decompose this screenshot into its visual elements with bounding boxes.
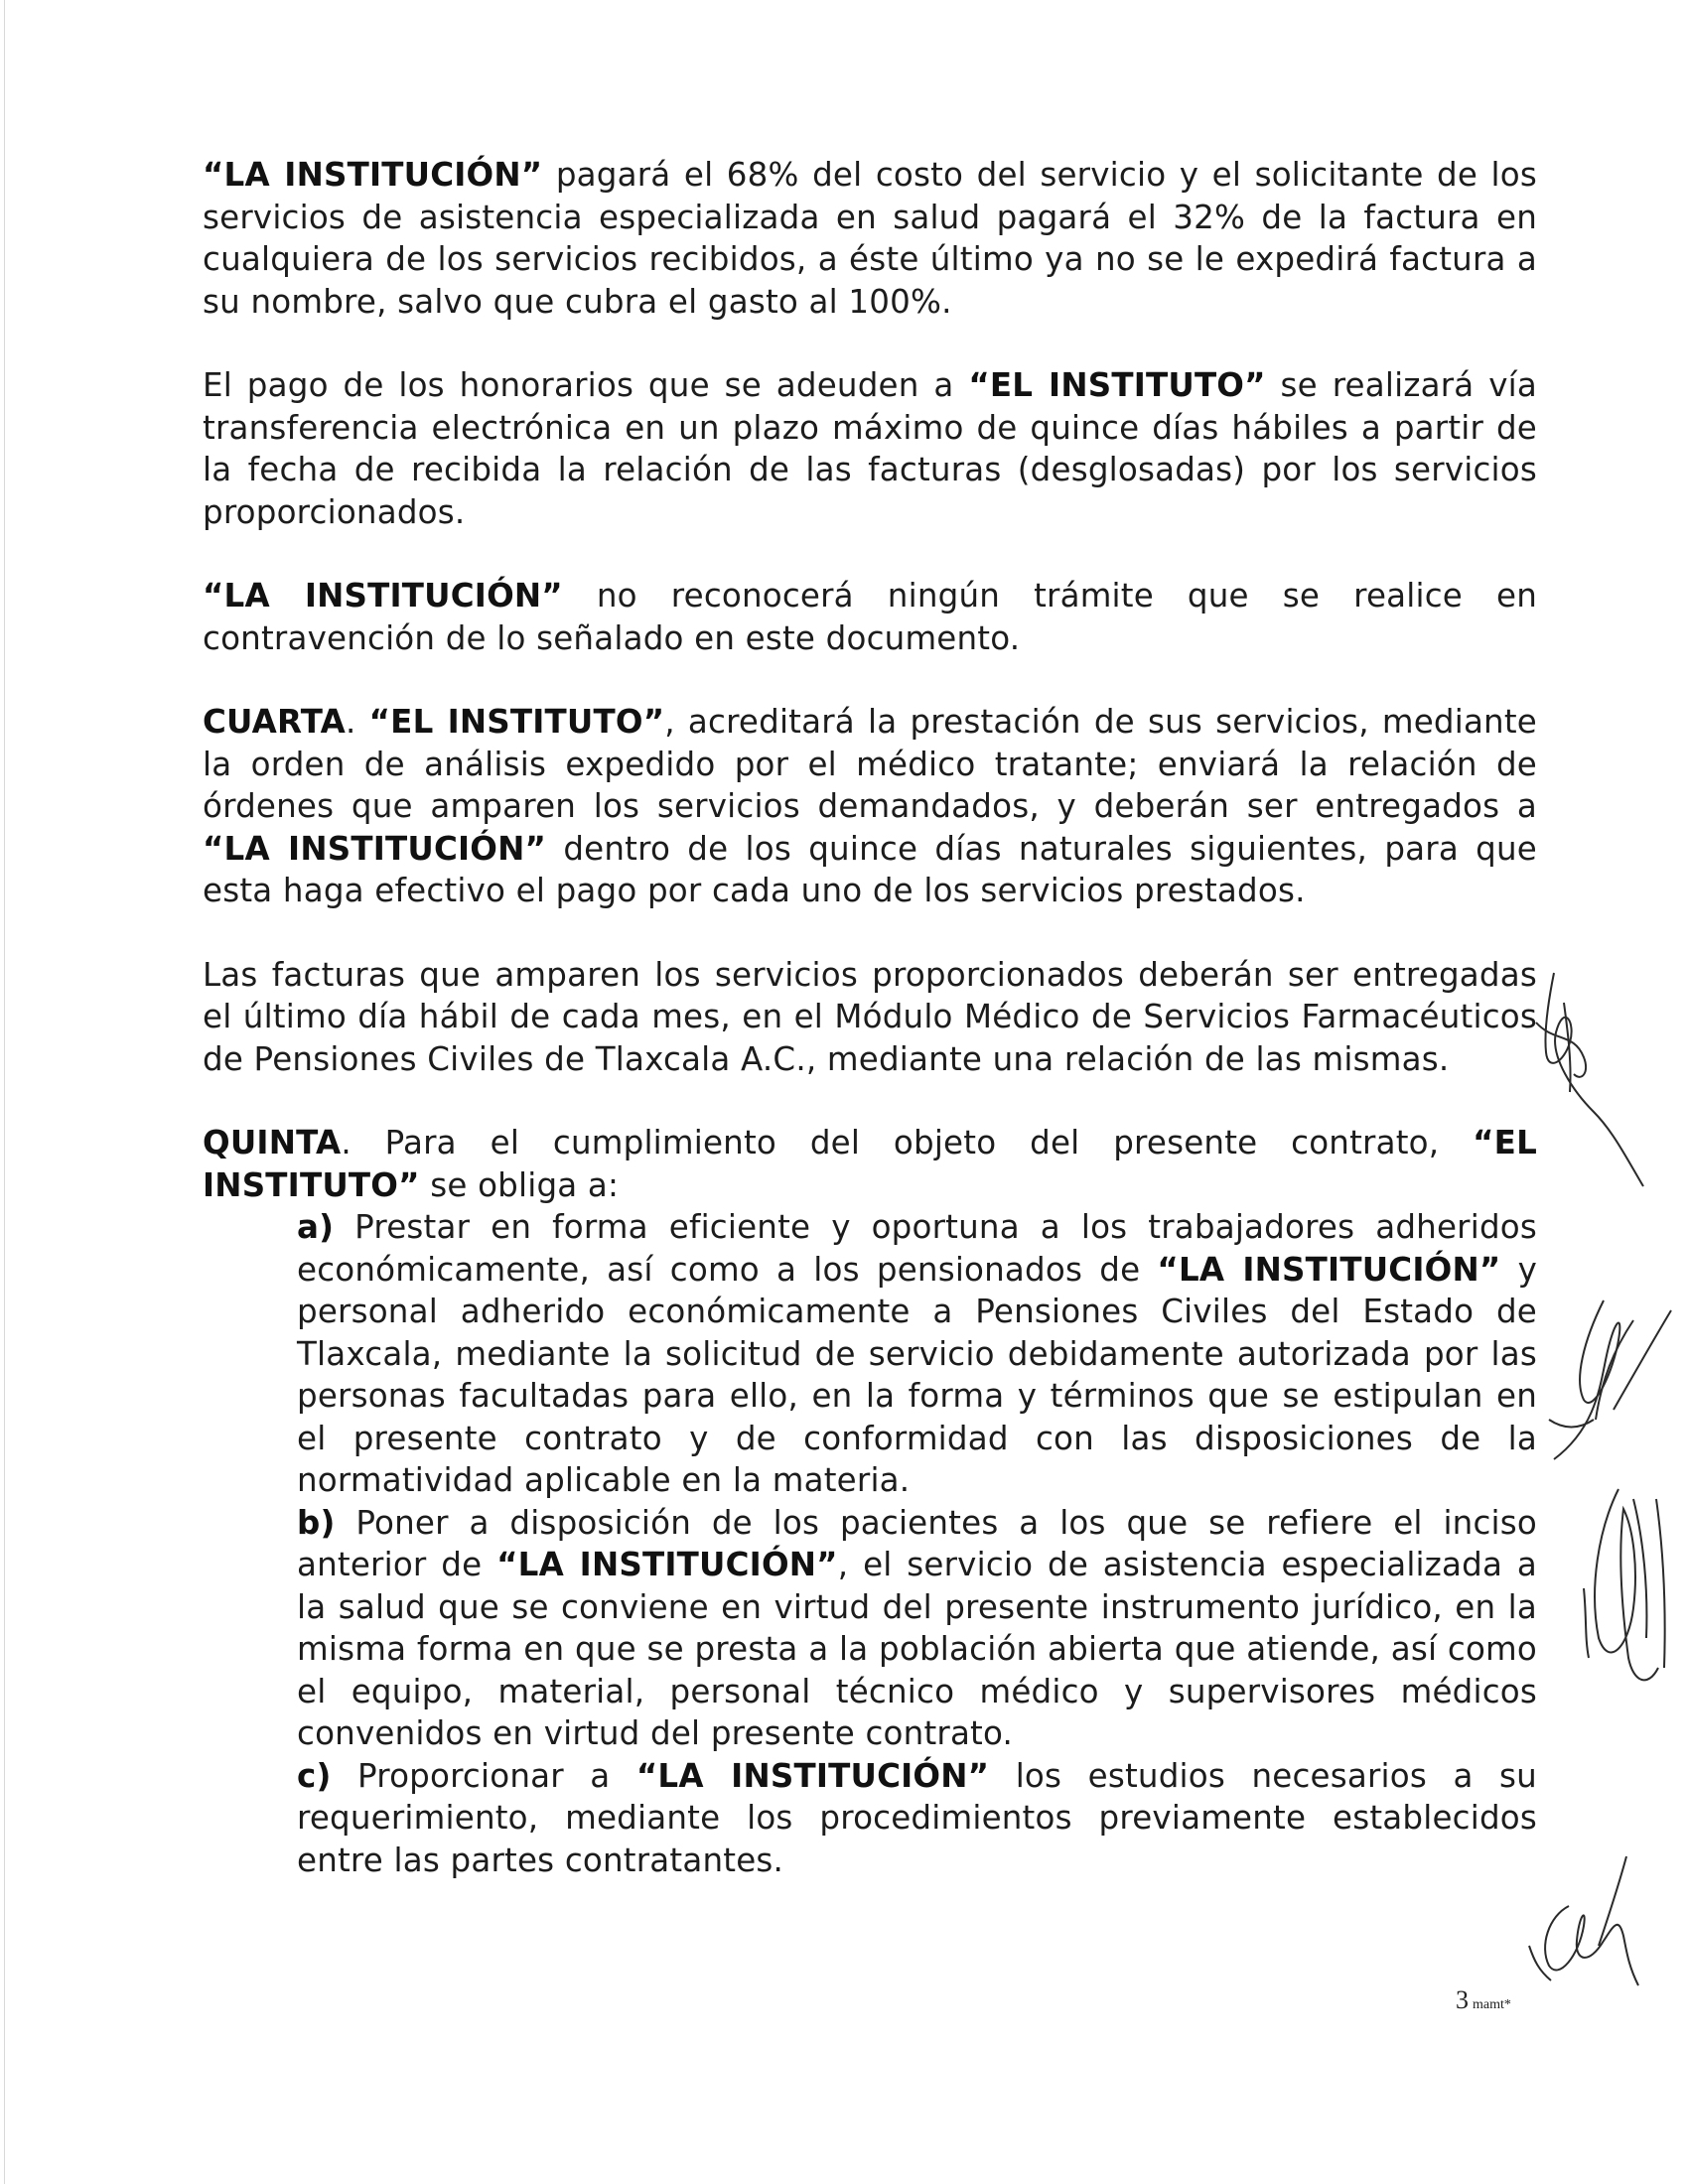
list-item-b	[297, 1502, 1537, 1755]
paragraph-text: pagará el 68% del costo del servicio y el solicitante de los servicios de asistencia especializada en salud pagará el 32% de la factura en cualquiera de los servicios recibidos, a éste último ya no se le expedirá factura a su nombre, salvo que cubra el gasto al 100%.	[203, 156, 1537, 321]
clause-heading: CUARTA	[203, 703, 346, 741]
typist-initials: mamt*	[1473, 1997, 1511, 2012]
paragraph-invoices	[203, 954, 1537, 1081]
clause-heading: QUINTA	[203, 1124, 342, 1161]
list-item-c	[297, 1755, 1537, 1882]
bold-party-name: “LA INSTITUCIÓN”	[203, 577, 563, 614]
clause-cuarta	[203, 701, 1537, 912]
bold-party-name: “LA INSTITUCIÓN”	[203, 156, 543, 194]
bold-party-name: “LA INSTITUCIÓN”	[635, 1756, 990, 1795]
paragraph-text: El pago de los honorarios que se adeuden a	[203, 366, 969, 404]
paragraph-text: .	[345, 703, 369, 741]
paragraph-text: no reconocerá ningún trámite que se realice en contravención de lo señalado en este documento.	[203, 577, 1537, 657]
paragraph-text: se realizará vía transferencia electrónica en un plazo máximo de quince días hábiles a partir de la fecha de recibida la relación de las facturas (desglosadas) por los servicios proporcionados.	[203, 366, 1537, 531]
bold-party-name: “EL INSTITUTO”	[203, 1124, 1537, 1204]
signature-mark-3	[1579, 1469, 1678, 1707]
page-number: 3	[1456, 1985, 1469, 2014]
page-footer	[1456, 1985, 1511, 2015]
paragraph-text: y personal adherido económicamente a Pensiones Civiles del Estado de Tlaxcala, mediante la solicitud de servicio debidamente autorizada por las personas facultadas para ello, en la forma y términos que se estipulan en el presente contrato y de conformidad con las disposiciones de la normatividad aplicable en la materia.	[297, 1250, 1537, 1499]
signature-mark-1	[1534, 963, 1653, 1191]
bold-party-name: “LA INSTITUCIÓN”	[203, 829, 547, 868]
document-body	[203, 154, 1537, 1881]
paragraph-text: , el servicio de asistencia especializada a la salud que se conviene en virtud del presente instrumento jurídico, en la misma forma en que se presta a la población abierta que atiende, así como el equipo, material, personal técnico médico y supervisores médicos convenidos en virtud del presente contrato.	[297, 1546, 1538, 1752]
clause-quinta	[203, 1122, 1537, 1206]
list-item-a	[297, 1206, 1537, 1502]
paragraph-text: se obliga a:	[419, 1165, 620, 1204]
paragraph-text: , acreditará la prestación de sus servicios, mediante la orden de análisis expedido por el médico tratante; enviará la relación de órdenes que amparen los servicios demandados, y deberán ser entregados a	[203, 703, 1537, 825]
signature-mark-2	[1544, 1281, 1673, 1479]
paragraph-text: dentro de los quince días naturales siguientes, para que esta haga efectivo el pago por cada uno de los servicios prestados.	[203, 829, 1538, 909]
paragraph-text: Proporcionar a	[331, 1756, 636, 1795]
bold-party-name: “EL INSTITUTO”	[968, 366, 1266, 404]
paragraph-text: Prestar en forma eficiente y oportuna a los trabajadores adheridos económicamente, así como a los pensionados de	[297, 1208, 1537, 1289]
bold-party-name: “LA INSTITUCIÓN”	[1157, 1250, 1501, 1289]
paragraph-text: los estudios necesarios a su requerimiento, mediante los procedimientos previamente establecidos entre las partes contratantes.	[297, 1756, 1537, 1879]
paragraph-fee-payment	[203, 364, 1537, 533]
signature-mark-4	[1509, 1846, 1648, 1995]
paragraph-text: . Para el cumplimiento del objeto del presente contrato,	[341, 1124, 1474, 1161]
paragraph-text: Las facturas que amparen los servicios proporcionados deberán ser entregadas el último día hábil de cada mes, en el Módulo Médico de Servicios Farmacéuticos de Pensiones Civiles de Tlaxcala A.C., mediante una relación de las mismas.	[203, 955, 1537, 1078]
scan-edge-line	[4, 0, 5, 2184]
list-item-label: c)	[297, 1756, 332, 1795]
paragraph-text: Poner a disposición de los pacientes a los que se refiere el inciso anterior de	[297, 1503, 1537, 1583]
list-item-label: a)	[297, 1208, 335, 1246]
bold-party-name: “LA INSTITUCIÓN”	[496, 1546, 838, 1583]
obligations-list	[203, 1206, 1537, 1881]
bold-party-name: “EL INSTITUTO”	[368, 703, 665, 741]
paragraph-payment-split	[203, 154, 1537, 323]
list-item-label: b)	[297, 1503, 336, 1542]
paragraph-no-recognition	[203, 575, 1537, 659]
